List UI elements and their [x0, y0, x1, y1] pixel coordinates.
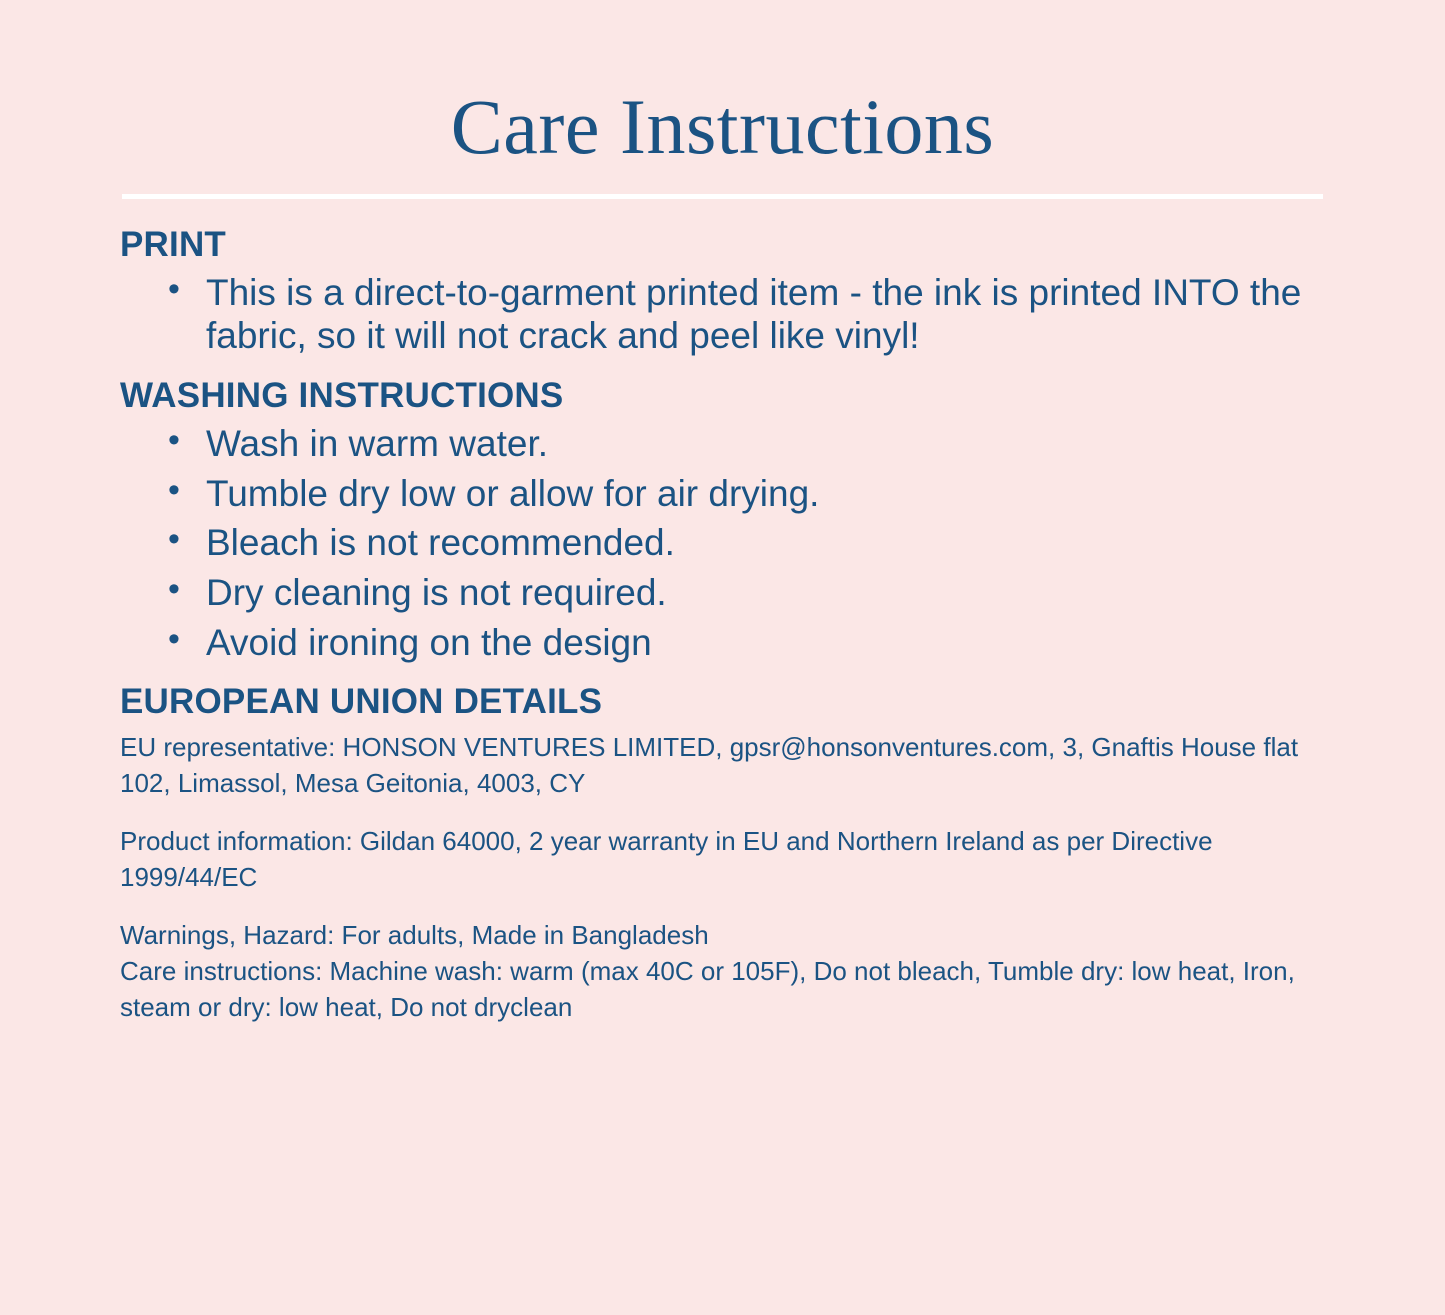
product-information-text: Product information: Gildan 64000, 2 year warranty in EU and Northern Ireland as per Directive 1999/44/EC — [120, 826, 1213, 893]
list-item: • Avoid ironing on the design — [168, 621, 1325, 665]
section-heading-washing: WASHING INSTRUCTIONS — [120, 376, 564, 416]
eu-representative-text: EU representative: HONSON VENTURES LIMITED, gpsr@honsonventures.com, 3, Gnaftis House flat 102, Limassol, Mesa Geitonia, 4003, CY — [120, 732, 1299, 799]
list-item: • Wash in warm water. — [168, 422, 1325, 466]
section-heading-eu: EUROPEAN UNION DETAILS — [120, 682, 603, 722]
page-title: Care Instructions — [450, 83, 995, 170]
list-item: • This is a direct-to-garment printed item - the ink is printed INTO the fabric, so it will not crack and peel like vinyl! — [168, 271, 1325, 358]
list-item: • Dry cleaning is not required. — [168, 571, 1325, 615]
list-item: • Tumble dry low or allow for air drying. — [168, 472, 1325, 516]
content-area — [0, 199, 1445, 1026]
care-instructions-text: Care instructions: Machine wash: warm (max 40C or 105F), Do not bleach, Tumble dry: low heat, Iron, steam or dry: low heat, Do not dryclean — [120, 955, 1295, 1022]
eu-details-block — [120, 730, 1325, 1025]
list-item: • Bleach is not recommended. — [168, 521, 1325, 565]
section-heading-print: PRINT — [120, 224, 226, 264]
warnings-text: Warnings, Hazard: For adults, Made in Bangladesh — [120, 919, 709, 950]
print-list — [120, 271, 1325, 358]
washing-list — [120, 422, 1325, 664]
